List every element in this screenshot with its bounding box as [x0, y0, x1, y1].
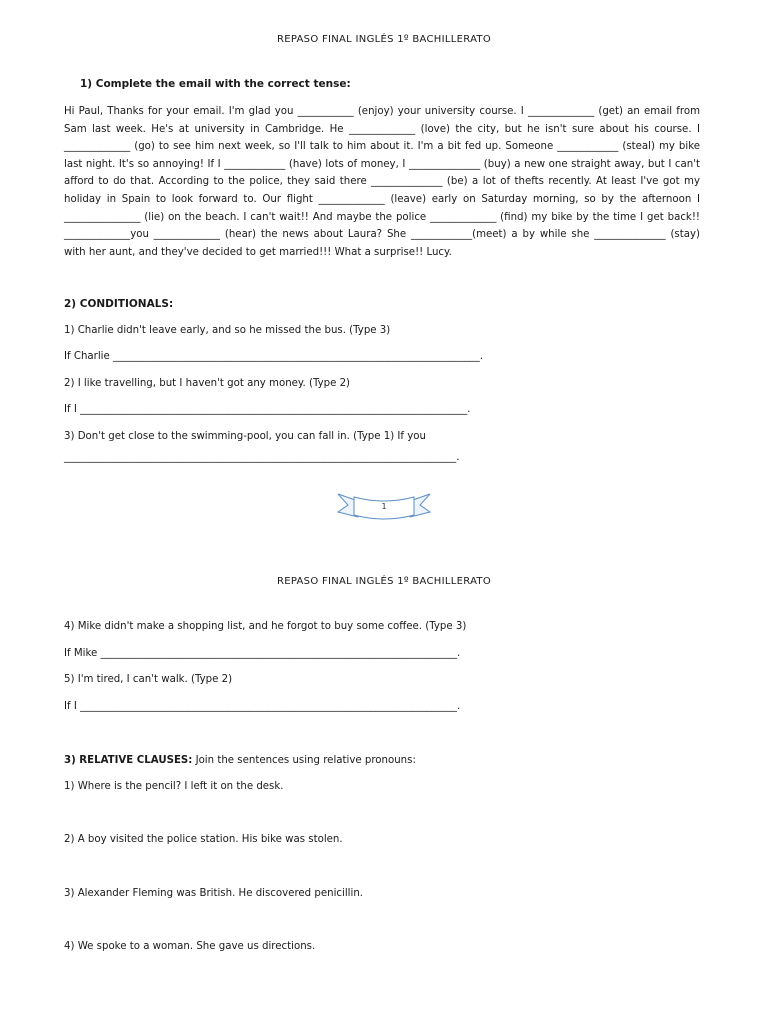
section-2-heading: 2) CONDITIONALS:	[64, 298, 174, 310]
conditional-answer-2: If I ____________________________________________________________________________.	[64, 404, 471, 415]
conditional-question-5: 5) I'm tired, I can't walk. (Type 2)	[64, 674, 233, 685]
page-2-header: REPASO FINAL INGLÉS 1º BACHILLERATO	[276, 576, 492, 587]
section-3-instruction: Join the sentences using relative pronouns:	[192, 755, 416, 766]
relative-clause-item: 1) Where is the pencil? I left it on the desk.	[64, 781, 284, 792]
relative-clause-item: 3) Alexander Fleming was British. He discovered penicillin.	[64, 888, 364, 899]
section-1-heading: 1) Complete the email with the correct tense:	[80, 78, 351, 90]
conditional-question-3: 3) Don't get close to the swimming-pool, you can fall in. (Type 1) If you	[64, 431, 426, 442]
conditional-question-4: 4) Mike didn't make a shopping list, and he forgot to buy some coffee. (Type 3)	[64, 621, 467, 632]
relative-clause-item: 2) A boy visited the police station. His bike was stolen.	[64, 834, 343, 845]
page-number: 1	[381, 502, 387, 511]
conditional-answer-4: If Mike ______________________________________________________________________.	[64, 648, 461, 659]
email-exercise-text: Hi Paul, Thanks for your email. I'm glad you ___________ (enjoy) your university course. I _____________ (get) an email from Sam last week. He's at university in Cambridge. He _____________ (love) the city, but he isn't sure about his course. I _____________ (go) to see him next week, so I'll talk to him about it. I'm a bit fed up. Someone ____________ (steal) my bike last night. It's so annoying! If I ____________ (have) lots of money, I ______________ (buy) a new one straight away, but I can't afford to do that. According to the police, they said there ______________ (be) a lot of thefts recently. At least I've got my holiday in Spain to look forward to. Our flight _____________ (leave) early on Saturday morning, so by the afternoon I _______________ (lie) on the beach. I can't wait!! And maybe the police _____________ (find) my bike by the time I get back!! _____________you _____________ (hear) the news about Laura? She ____________(meet) a by while she ______________ (stay) with her aunt, and they've decided to get married!!! What a surprise!! Lucy.	[64, 106, 700, 258]
conditional-answer-5: If I __________________________________________________________________________.	[64, 701, 461, 712]
page-header: REPASO FINAL INGLÉS 1º BACHILLERATO	[276, 34, 492, 45]
conditional-answer-3: _____________________________________________________________________________.	[64, 452, 460, 463]
section-3-heading: 3) RELATIVE CLAUSES:	[64, 755, 193, 766]
section-3-heading-line	[64, 755, 416, 766]
relative-clause-item: 4) We spoke to a woman. She gave us directions.	[64, 941, 316, 952]
conditional-question-1: 1) Charlie didn't leave early, and so he missed the bus. (Type 3)	[64, 325, 391, 336]
conditional-answer-1: If Charlie ________________________________________________________________________.	[64, 351, 483, 362]
conditional-question-2: 2) I like travelling, but I haven't got any money. (Type 2)	[64, 378, 351, 389]
